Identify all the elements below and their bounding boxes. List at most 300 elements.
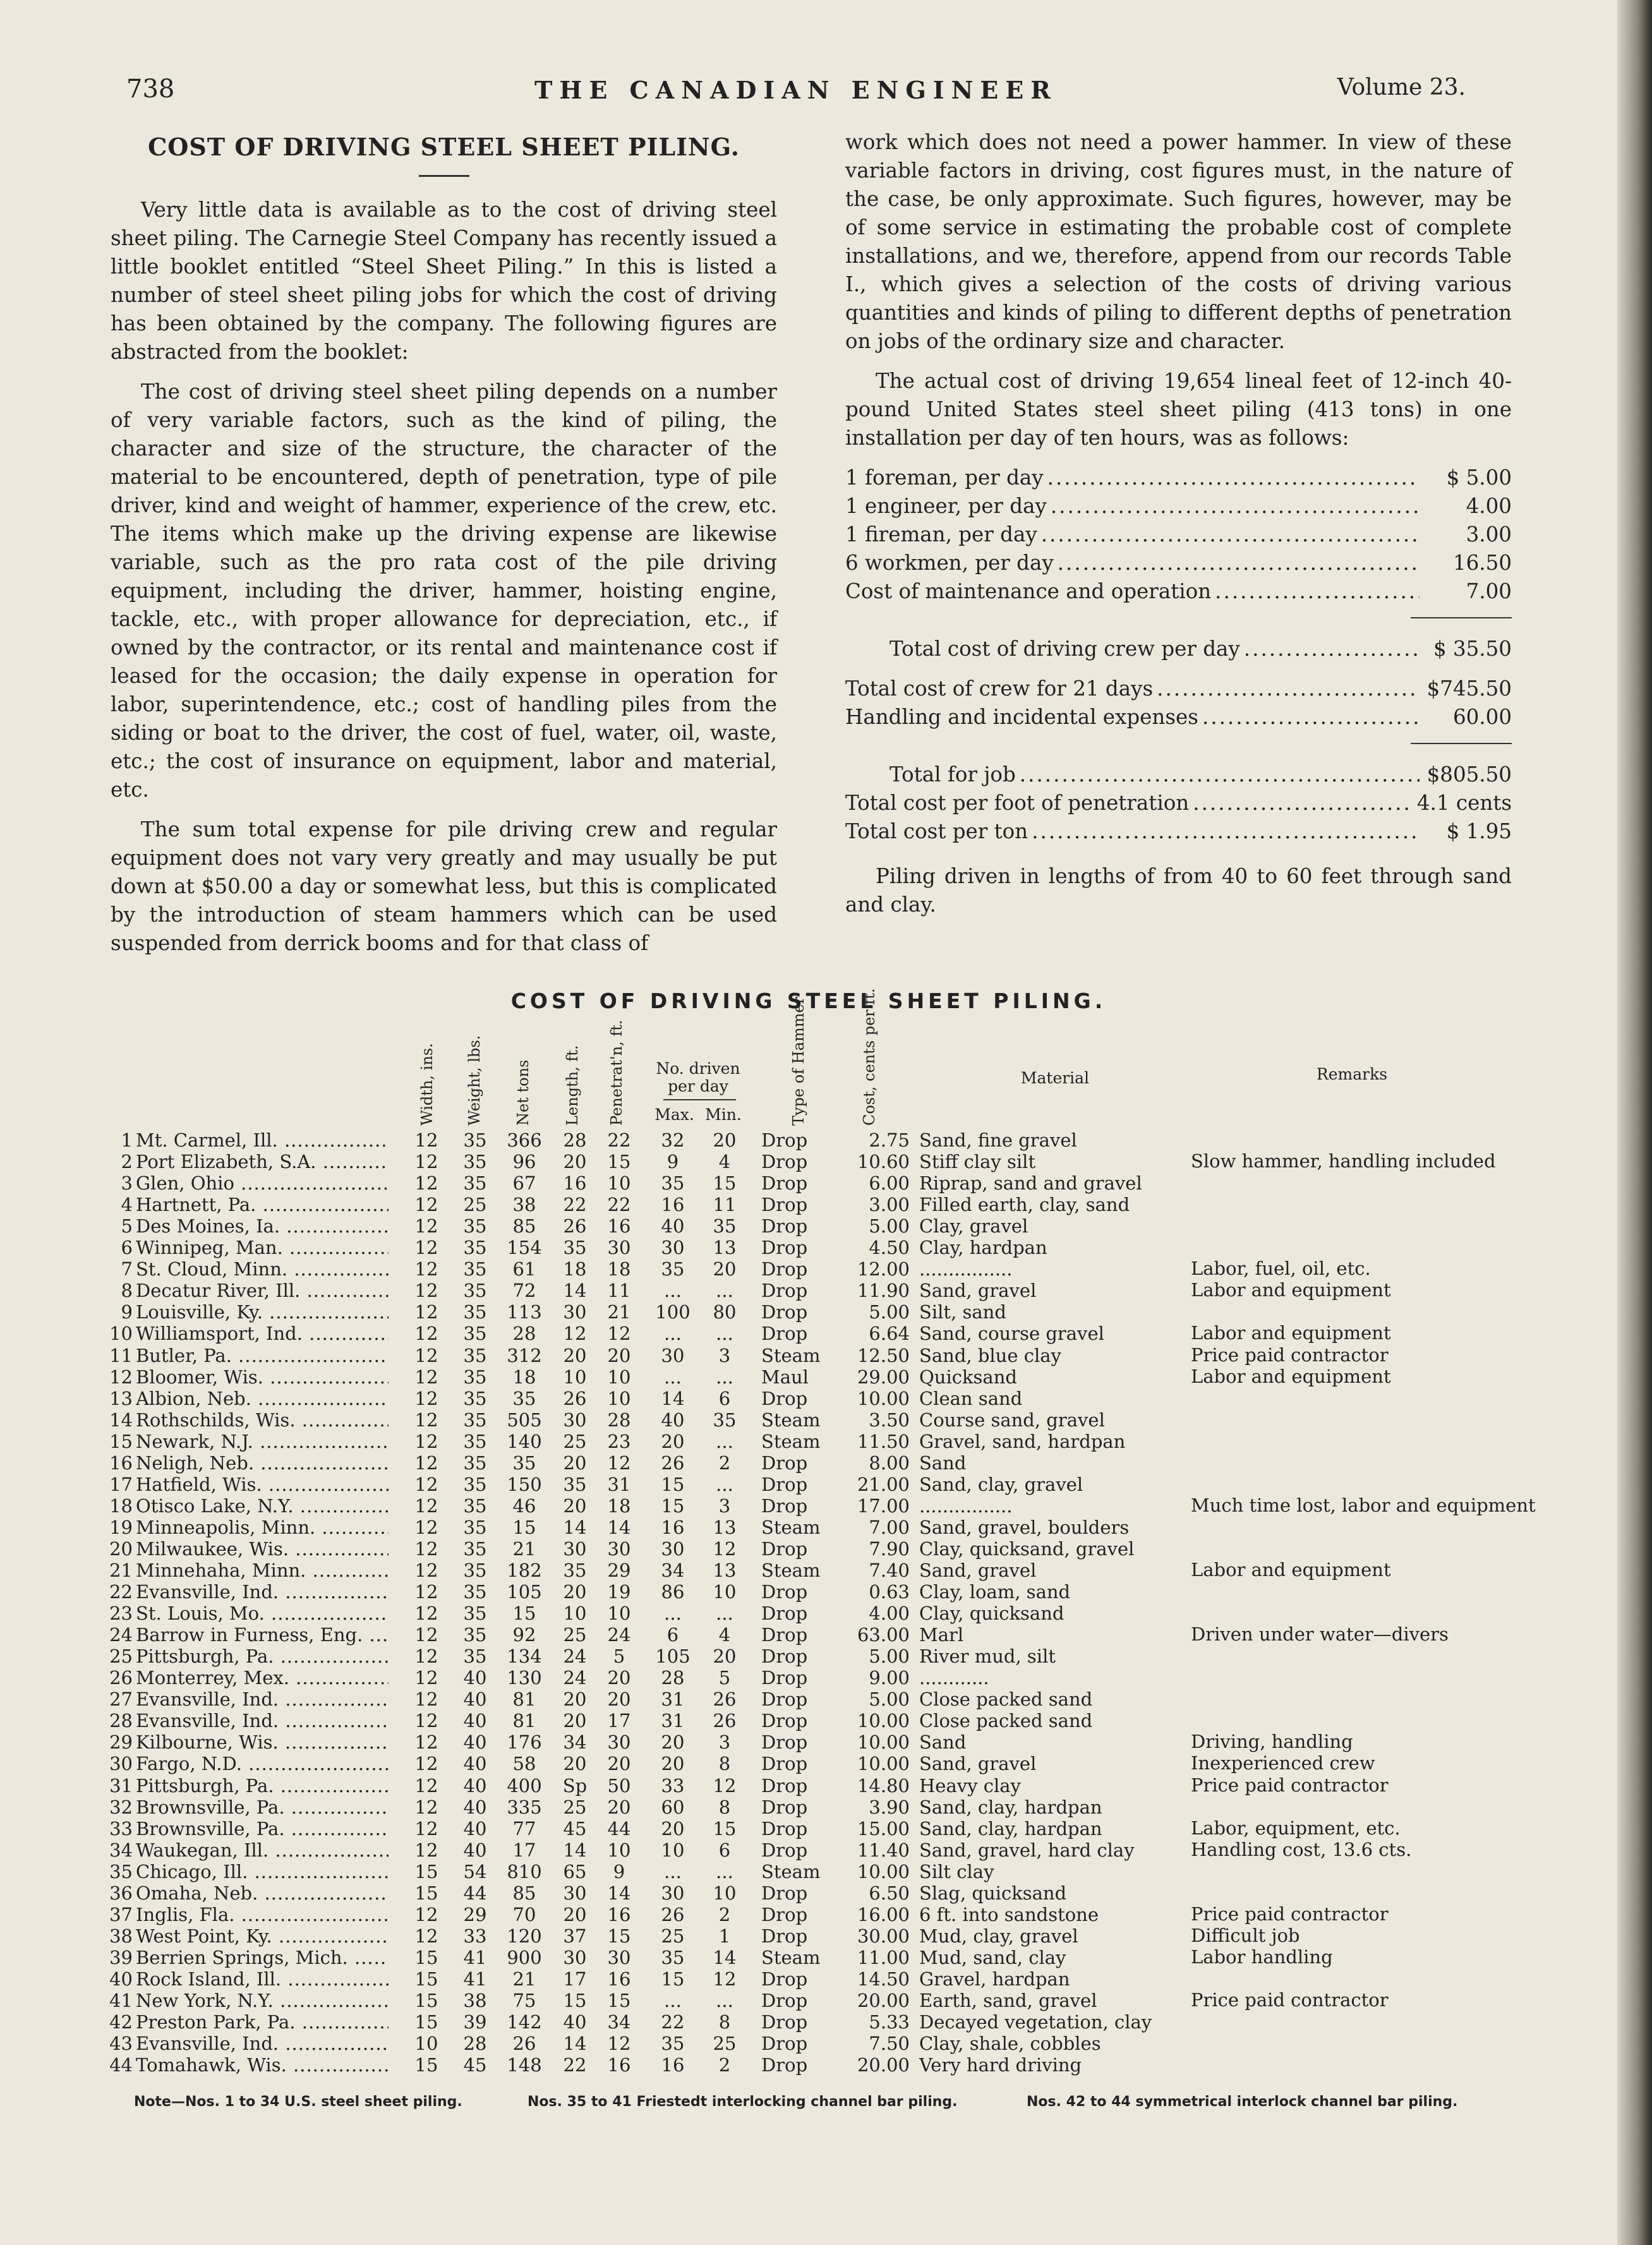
table-cell: 30: [563, 1409, 587, 1431]
table-cell: 86: [661, 1581, 685, 1603]
table-cell: Drop: [761, 1495, 808, 1517]
remark-text: Price paid contractor: [1191, 1774, 1389, 1796]
table-cell: 26: [109, 1667, 133, 1689]
table-cell: 42: [109, 2011, 133, 2033]
table-cell: 70: [512, 1903, 536, 1925]
remark-text: Much time lost, labor and equipment: [1191, 1494, 1536, 1516]
table-cell: 5.00: [869, 1688, 910, 1711]
table-cell: 2: [121, 1151, 133, 1173]
table-cell: 26: [563, 1215, 587, 1237]
table-cell: 10: [713, 1882, 737, 1904]
table-cell: Earth, sand, gravel: [919, 1990, 1097, 2011]
table-cell: 31: [661, 1688, 685, 1711]
table-cell: 34: [563, 1731, 587, 1754]
table-cell: 37: [109, 1903, 133, 1925]
table-cell: Sand, clay, hardpan: [919, 1817, 1102, 1839]
ledger-value: 16.50: [1452, 551, 1512, 575]
table-cell: 3: [718, 1344, 731, 1366]
table-cell: 10.00: [857, 1710, 910, 1732]
remark-text: Labor, equipment, etc.: [1191, 1817, 1401, 1839]
table-cell: 15: [414, 1968, 438, 1990]
sum-rule: [1411, 743, 1512, 744]
table-cell: 20: [607, 1667, 631, 1689]
table-cell: 12: [414, 1646, 438, 1668]
table-cell: 40: [463, 1753, 487, 1775]
table-cell: Sand, fine gravel: [919, 1129, 1077, 1151]
table-cell: 40: [463, 1817, 487, 1839]
table-cell: 12.00: [857, 1258, 910, 1280]
table-row: [0, 1172, 1617, 1194]
header-type: Type of Hammer: [790, 996, 807, 1126]
table-cell: Drop: [761, 1129, 808, 1151]
table-cell: 35: [713, 1215, 737, 1237]
table-cell: 40: [463, 1710, 487, 1732]
table-row: [0, 1431, 1617, 1452]
table-cell: 15: [414, 1882, 438, 1904]
table-notes: [0, 2094, 1617, 2119]
table-cell: 2: [718, 1903, 731, 1925]
table-cell: Berrien Springs, Mich. .....: [136, 1947, 389, 1968]
table-cell: 85: [512, 1882, 536, 1904]
ledger-value: $745.50: [1426, 677, 1512, 701]
table-cell: Drop: [761, 2054, 808, 2076]
table-cell: ...: [716, 1280, 733, 1302]
table-row: [0, 1667, 1617, 1688]
table-cell: 11: [713, 1194, 737, 1216]
table-row: [0, 1452, 1617, 1474]
table-cell: Drop: [761, 1688, 808, 1711]
table-cell: 12: [414, 1344, 438, 1366]
table-cell: 1: [718, 1925, 731, 1947]
ledger-label: 6 workmen, per day: [845, 551, 1054, 575]
ledger-value: 4.00: [1466, 494, 1512, 518]
table-cell: 21: [109, 1560, 133, 1581]
table-cell: 35: [463, 1215, 487, 1237]
table-cell: 30: [607, 1731, 631, 1754]
table-cell: 12: [607, 1323, 631, 1345]
table-cell: 15: [661, 1495, 685, 1517]
table-cell: 16: [607, 1968, 631, 1990]
table-cell: 8: [121, 1280, 133, 1302]
table-cell: 400: [507, 1774, 542, 1797]
title-rule: [419, 175, 469, 177]
table-cell: 12: [414, 1774, 438, 1797]
table-cell: 16: [607, 2054, 631, 2076]
table-cell: 12: [414, 1151, 438, 1173]
table-cell: 44: [109, 2054, 133, 2076]
table-cell: 23: [109, 1603, 133, 1625]
table-cell: 11.90: [857, 1280, 910, 1302]
table-cell: 9: [121, 1301, 133, 1323]
table-cell: 26: [713, 1688, 737, 1711]
header-length: Length, ft.: [564, 1045, 581, 1126]
table-cell: 120: [507, 1925, 542, 1947]
table-cell: 40: [661, 1215, 685, 1237]
table-cell: 25: [463, 1194, 487, 1216]
table-cell: 148: [507, 2054, 542, 2076]
table-cell: 335: [507, 1796, 542, 1818]
table-cell: 10.00: [857, 1860, 910, 1882]
table-cell: 18: [109, 1495, 133, 1517]
table-cell: 35: [463, 1624, 487, 1646]
table-cell: 21: [512, 1538, 536, 1560]
table-cell: Drop: [761, 1624, 808, 1646]
table-cell: Drop: [761, 1839, 808, 1861]
table-cell: Marl: [919, 1624, 964, 1646]
left-column: [111, 133, 777, 969]
table-cell: 35: [463, 1258, 487, 1280]
table-cell: Sand, gravel, boulders: [919, 1516, 1130, 1538]
table-cell: Steam: [761, 1516, 821, 1538]
table-cell: 30: [109, 1753, 133, 1775]
table-cell: Drop: [761, 1753, 808, 1775]
table-cell: 30: [661, 1882, 685, 1904]
table-cell: Evansville, Ind. .....: [136, 2033, 389, 2054]
table-cell: 60: [661, 1796, 685, 1818]
table-cell: 10: [607, 1603, 631, 1625]
table-cell: 12: [414, 1624, 438, 1646]
table-cell: 92: [512, 1624, 536, 1646]
table-cell: 10: [607, 1387, 631, 1409]
table-cell: 10: [713, 1581, 737, 1603]
right-column: [845, 128, 1512, 930]
table-cell: Bloomer, Wis. .....: [136, 1366, 389, 1388]
table-cell: 40: [463, 1667, 487, 1689]
table-cell: 113: [507, 1301, 542, 1323]
table-cell: 3: [121, 1172, 133, 1195]
table-cell: 6.00: [869, 1172, 910, 1195]
ledger-value: 3.00: [1466, 522, 1512, 546]
table-cell: Sand, blue clay: [919, 1344, 1061, 1366]
table-cell: 30: [661, 1237, 685, 1259]
table-cell: 25: [563, 1624, 587, 1646]
table-cell: 18: [607, 1258, 631, 1280]
table-cell: Minneapolis, Minn. .....: [136, 1517, 389, 1538]
table-cell: 25: [563, 1430, 587, 1452]
table-cell: 12: [414, 1667, 438, 1689]
table-cell: 10.00: [857, 1753, 910, 1775]
ledger-label: Total cost of crew for 21 days: [845, 677, 1154, 701]
table-cell: 19: [607, 1581, 631, 1603]
table-cell: 14: [713, 1946, 737, 1968]
table-cell: 35: [463, 1172, 487, 1195]
table-cell: 11.00: [857, 1946, 910, 1968]
table-cell: 11: [109, 1344, 133, 1366]
remark-text: Driving, handling: [1191, 1731, 1353, 1753]
table-cell: Drop: [761, 1237, 808, 1259]
table-cell: West Point, Ky. .....: [136, 1925, 389, 1947]
table-cell: 63.00: [857, 1624, 910, 1646]
table-cell: 12: [414, 1301, 438, 1323]
table-cell: 40: [661, 1409, 685, 1431]
table-cell: 11.40: [857, 1839, 910, 1861]
table-cell: 12: [713, 1968, 737, 1990]
table-cell: 45: [563, 1817, 587, 1839]
table-cell: 26: [713, 1710, 737, 1732]
table-cell: 7.90: [869, 1538, 910, 1560]
table-cell: Neligh, Neb. .....: [136, 1452, 389, 1474]
table-cell: 12: [414, 1839, 438, 1861]
table-cell: 20: [661, 1817, 685, 1839]
table-cell: 29: [109, 1731, 133, 1754]
table-cell: 26: [563, 1387, 587, 1409]
table-cell: 85: [512, 1215, 536, 1237]
table-cell: 182: [507, 1560, 542, 1581]
table-cell: Clay, loam, sand: [919, 1581, 1071, 1603]
remark-text: Labor and equipment: [1191, 1559, 1391, 1580]
table-cell: 28: [607, 1409, 631, 1431]
table-cell: Winnipeg, Man. .....: [136, 1237, 389, 1258]
table-cell: 6.64: [869, 1323, 910, 1345]
table-cell: 2.75: [869, 1129, 910, 1151]
table-cell: 14.50: [857, 1968, 910, 1990]
header-max: Max.: [654, 1105, 694, 1124]
table-cell: St. Louis, Mo. .....: [136, 1603, 389, 1624]
table-cell: Hartnett, Pa. .....: [136, 1194, 389, 1215]
table-row: [0, 2033, 1617, 2054]
remark-text: Labor handling: [1191, 1946, 1333, 1968]
cost-ledger: [845, 464, 1512, 846]
table-cell: 17: [563, 1968, 587, 1990]
header-net-tons: Net tons: [514, 1059, 532, 1126]
table-cell: River mud, silt: [919, 1646, 1056, 1668]
table-note: Nos. 35 to 41 Friestedt interlocking channel bar piling.: [528, 2094, 958, 2110]
table-cell: 31: [607, 1473, 631, 1495]
table-cell: 10: [607, 1839, 631, 1861]
table-row: [0, 1710, 1617, 1731]
table-cell: 20.00: [857, 1990, 910, 2011]
table-cell: 17.00: [857, 1495, 910, 1517]
table-cell: 105: [655, 1646, 690, 1668]
table-cell: 12: [414, 1753, 438, 1775]
table-cell: 40: [463, 1839, 487, 1861]
table-cell: 10: [414, 2033, 438, 2055]
table-cell: 80: [713, 1301, 737, 1323]
table-cell: Drop: [761, 1817, 808, 1839]
table-cell: New York, N.Y. .....: [136, 1990, 389, 2011]
table-cell: Port Elizabeth, S.A. .....: [136, 1151, 389, 1172]
table-cell: 24: [109, 1624, 133, 1646]
table-cell: Stiff clay silt: [919, 1151, 1036, 1173]
table-cell: 16: [607, 1903, 631, 1925]
table-cell: 12: [414, 1688, 438, 1711]
table-cell: 16: [661, 2054, 685, 2076]
table-row: [0, 1603, 1617, 1624]
table-cell: 8: [718, 1753, 731, 1775]
table-cell: 12: [563, 1323, 587, 1345]
table-cell: 9.00: [869, 1667, 910, 1689]
table-cell: Sand: [919, 1731, 967, 1754]
table-cell: Rock Island, Ill. .....: [136, 1968, 389, 1990]
table-cell: 31: [661, 1710, 685, 1732]
ledger-label: Total cost of driving crew per day: [889, 637, 1240, 661]
table-cell: Steam: [761, 1860, 821, 1882]
table-cell: 20: [563, 1688, 587, 1711]
table-row: [0, 1581, 1617, 1603]
table-cell: Evansville, Ind. .....: [136, 1688, 389, 1710]
table-cell: 24: [607, 1624, 631, 1646]
table-cell: 1: [121, 1129, 133, 1151]
table-cell: 15: [414, 2011, 438, 2033]
table-cell: Newark, N.J. .....: [136, 1431, 389, 1452]
ledger-label: Cost of maintenance and operation: [845, 579, 1212, 603]
table-cell: ...: [716, 1603, 733, 1625]
table-cell: Mud, sand, clay: [919, 1946, 1066, 1968]
table-cell: Sand, gravel, hard clay: [919, 1839, 1135, 1861]
table-cell: 21: [607, 1301, 631, 1323]
table-cell: Drop: [761, 1323, 808, 1345]
table-cell: 7.00: [869, 1516, 910, 1538]
table-cell: 5: [121, 1215, 133, 1237]
table-cell: 41: [109, 1990, 133, 2011]
table-cell: 15: [414, 1990, 438, 2011]
table-cell: 21: [512, 1968, 536, 1990]
table-cell: Steam: [761, 1560, 821, 1581]
table-cell: ............: [919, 1667, 989, 1689]
ledger-label: Total cost per foot of penetration: [845, 791, 1190, 815]
table-cell: 20: [109, 1538, 133, 1560]
table-cell: Chicago, Ill. .....: [136, 1861, 389, 1882]
table-cell: 81: [512, 1710, 536, 1732]
table-row: [0, 2054, 1617, 2076]
table-cell: 30: [607, 1538, 631, 1560]
remark-text: Price paid contractor: [1191, 1344, 1389, 1366]
table-cell: 8: [718, 2011, 731, 2033]
table-cell: Pittsburgh, Pa. .....: [136, 1775, 389, 1797]
table-cell: 4.50: [869, 1237, 910, 1259]
table-row: [0, 1968, 1617, 1990]
table-cell: Clay, shale, cobbles: [919, 2033, 1101, 2055]
table-row: [0, 1538, 1617, 1560]
table-cell: 14: [563, 1839, 587, 1861]
table-cell: 24: [563, 1667, 587, 1689]
table-cell: 4.00: [869, 1603, 910, 1625]
header-weight: Weight, lbs.: [466, 1035, 483, 1126]
table-cell: 15: [661, 1473, 685, 1495]
table-cell: 31: [109, 1774, 133, 1797]
table-cell: 22: [109, 1581, 133, 1603]
table-cell: 12: [414, 1452, 438, 1474]
table-cell: 72: [512, 1280, 536, 1302]
ledger-value: $805.50: [1426, 762, 1512, 786]
table-cell: 12: [414, 1237, 438, 1259]
table-row: [0, 1129, 1617, 1151]
ledger-label: Total for job: [889, 762, 1016, 786]
table-cell: 46: [512, 1495, 536, 1517]
table-cell: 35: [463, 1129, 487, 1151]
table-cell: 6: [718, 1839, 731, 1861]
table-cell: 40: [463, 1796, 487, 1818]
ledger-row: [845, 789, 1512, 817]
table-cell: 29.00: [857, 1366, 910, 1388]
table-cell: 810: [507, 1860, 542, 1882]
table-cell: 12: [607, 2033, 631, 2055]
table-cell: 10: [661, 1839, 685, 1861]
table-cell: 10.60: [857, 1151, 910, 1173]
table-cell: 15: [512, 1516, 536, 1538]
table-cell: Clay, gravel: [919, 1215, 1028, 1237]
table-cell: 5: [613, 1646, 625, 1668]
table-cell: 45: [463, 2054, 487, 2076]
table-cell: Drop: [761, 1151, 808, 1173]
table-cell: 41: [463, 1968, 487, 1990]
table-cell: 12: [414, 1280, 438, 1302]
table-cell: 40: [463, 1731, 487, 1754]
table-cell: 25: [713, 2033, 737, 2055]
table-cell: 30: [607, 1946, 631, 1968]
table-cell: 20: [563, 1452, 587, 1474]
table-cell: Drop: [761, 1646, 808, 1668]
table-cell: 30: [563, 1301, 587, 1323]
table-cell: Sand, course gravel: [919, 1323, 1104, 1345]
table-cell: 18: [563, 1258, 587, 1280]
table-cell: 12: [414, 1603, 438, 1625]
table-cell: 2: [718, 2054, 731, 2076]
table-cell: Drop: [761, 1667, 808, 1689]
table-cell: Tomahawk, Wis. .....: [136, 2054, 389, 2076]
table-cell: 20: [607, 1753, 631, 1775]
table-cell: Monterrey, Mex. .....: [136, 1667, 389, 1688]
table-cell: Drop: [761, 1603, 808, 1625]
table-cell: Drop: [761, 1990, 808, 2011]
table-cell: 17: [109, 1473, 133, 1495]
table-cell: 35: [463, 1409, 487, 1431]
table-cell: Minnehaha, Minn. .....: [136, 1560, 389, 1581]
table-cell: 22: [563, 2054, 587, 2076]
table-cell: Kilbourne, Wis. .....: [136, 1731, 389, 1753]
table-cell: 30: [661, 1344, 685, 1366]
table-cell: 35: [463, 1237, 487, 1259]
table-cell: 15.00: [857, 1817, 910, 1839]
table-cell: 12: [414, 1258, 438, 1280]
table-cell: 26: [661, 1452, 685, 1474]
table-cell: 35: [463, 1452, 487, 1474]
table-cell: 35: [463, 1538, 487, 1560]
table-cell: 35: [463, 1581, 487, 1603]
table-cell: 30.00: [857, 1925, 910, 1947]
table-cell: 3.90: [869, 1796, 910, 1818]
table-cell: Barrow in Furness, Eng. .....: [136, 1624, 389, 1646]
table-cell: 58: [512, 1753, 536, 1775]
table-cell: 12: [414, 1538, 438, 1560]
table-cell: Steam: [761, 1344, 821, 1366]
table-cell: 12: [414, 1215, 438, 1237]
table-cell: 16: [109, 1452, 133, 1474]
table-cell: Otisco Lake, N.Y. .....: [136, 1495, 389, 1517]
table-cell: 44: [607, 1817, 631, 1839]
table-cell: 35: [463, 1430, 487, 1452]
table-cell: 33: [109, 1817, 133, 1839]
ledger-value: 60.00: [1452, 705, 1512, 729]
table-cell: 40: [463, 1774, 487, 1797]
table-cell: 130: [507, 1667, 542, 1689]
table-row: [0, 1474, 1617, 1495]
ledger-row: [845, 464, 1512, 492]
table-cell: 35: [661, 2033, 685, 2055]
table-row: [0, 1194, 1617, 1215]
table-cell: 17: [512, 1839, 536, 1861]
table-cell: 38: [463, 1990, 487, 2011]
table-cell: 12: [414, 1731, 438, 1754]
table-cell: 65: [563, 1860, 587, 1882]
table-cell: 12: [713, 1774, 737, 1797]
table-cell: 32: [109, 1796, 133, 1818]
table-title: COST OF DRIVING STEEL SHEET PILING.: [510, 989, 1107, 1013]
table-cell: 134: [507, 1646, 542, 1668]
table-cell: 5.33: [869, 2011, 910, 2033]
table-cell: 20: [563, 1581, 587, 1603]
table-cell: ...: [664, 1860, 682, 1882]
